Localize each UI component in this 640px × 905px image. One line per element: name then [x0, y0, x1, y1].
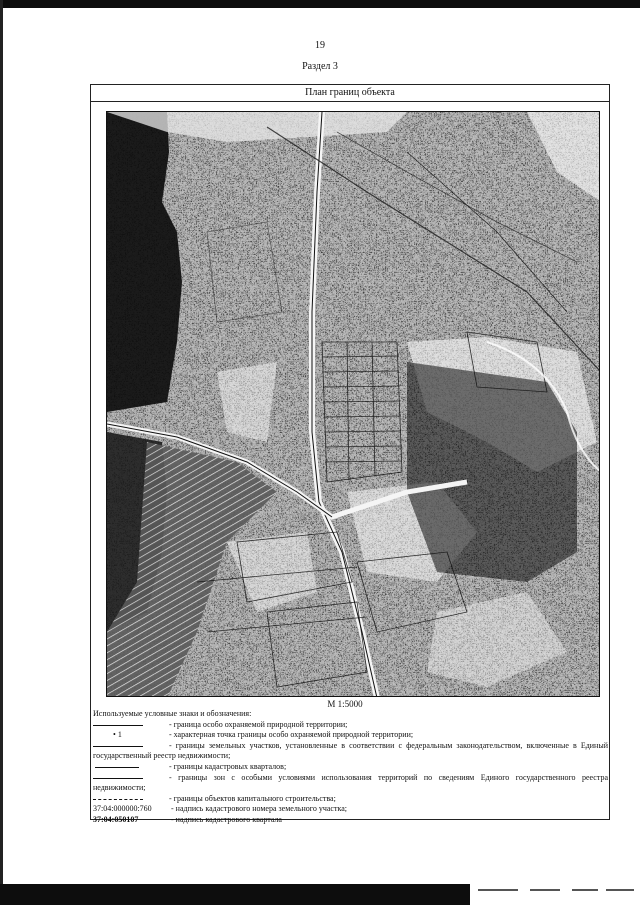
- page-number: 19: [315, 40, 325, 51]
- legend-description: - границы земельных участков, установленные в соответствии с федеральным законодательством, включенные в Единый государственный реестр недвижимости;: [93, 740, 608, 761]
- scan-mark: [478, 889, 518, 891]
- legend-description: - надпись кадастрового квартала: [171, 814, 282, 824]
- legend-item: [93, 804, 608, 815]
- legend-symbol: [93, 815, 165, 825]
- legend-description: - границы кадастровых кварталов;: [169, 761, 287, 771]
- scan-mark: [530, 889, 560, 891]
- legend-symbol: [93, 741, 165, 751]
- legend-symbol: [93, 762, 165, 772]
- legend-symbol: [93, 804, 165, 814]
- legend-description: - границы объектов капитального строительства;: [169, 793, 336, 803]
- scan-mark: [572, 889, 598, 891]
- legend-item: [93, 815, 608, 826]
- legend-item: [93, 762, 608, 773]
- legend-item: [93, 720, 608, 731]
- legend-symbol: [93, 773, 165, 783]
- legend-item: [93, 741, 608, 762]
- legend-code-parcel: 37:04:000000:760: [93, 804, 152, 814]
- aerial-map-image: [107, 112, 600, 697]
- legend-item: [93, 730, 608, 741]
- plan-title: План границ объекта: [91, 85, 609, 102]
- section-title: Раздел 3: [302, 61, 338, 72]
- legend-symbol: [93, 794, 165, 804]
- scan-edge-left: [0, 0, 3, 905]
- legend-item: [93, 794, 608, 805]
- legend-point-label: 1: [117, 730, 122, 740]
- scan-mark: [606, 889, 634, 891]
- legend-symbol: [93, 720, 165, 730]
- legend-description: - характерная точка границы особо охраняемой природной территории;: [169, 730, 414, 740]
- legend-title: Используемые условные знаки и обозначения:: [93, 709, 252, 718]
- legend-symbol: • 1: [113, 730, 122, 740]
- aerial-map: [106, 111, 600, 697]
- legend-description: - надпись кадастрового номера земельного участка;: [171, 804, 347, 814]
- scan-edge-bottom: [0, 884, 470, 905]
- legend-code-quarter: 37:04:050107: [93, 814, 139, 824]
- legend: [93, 709, 608, 826]
- map-scale: М 1:5000: [327, 699, 363, 709]
- legend-item: [93, 773, 608, 794]
- scan-edge-top: [0, 0, 640, 8]
- legend-description: - граница особо охраняемой природной территории;: [169, 719, 348, 729]
- legend-description: - границы зон с особыми условиями использования территорий по сведениям Единого государственного реестра недвижимости;: [93, 772, 608, 793]
